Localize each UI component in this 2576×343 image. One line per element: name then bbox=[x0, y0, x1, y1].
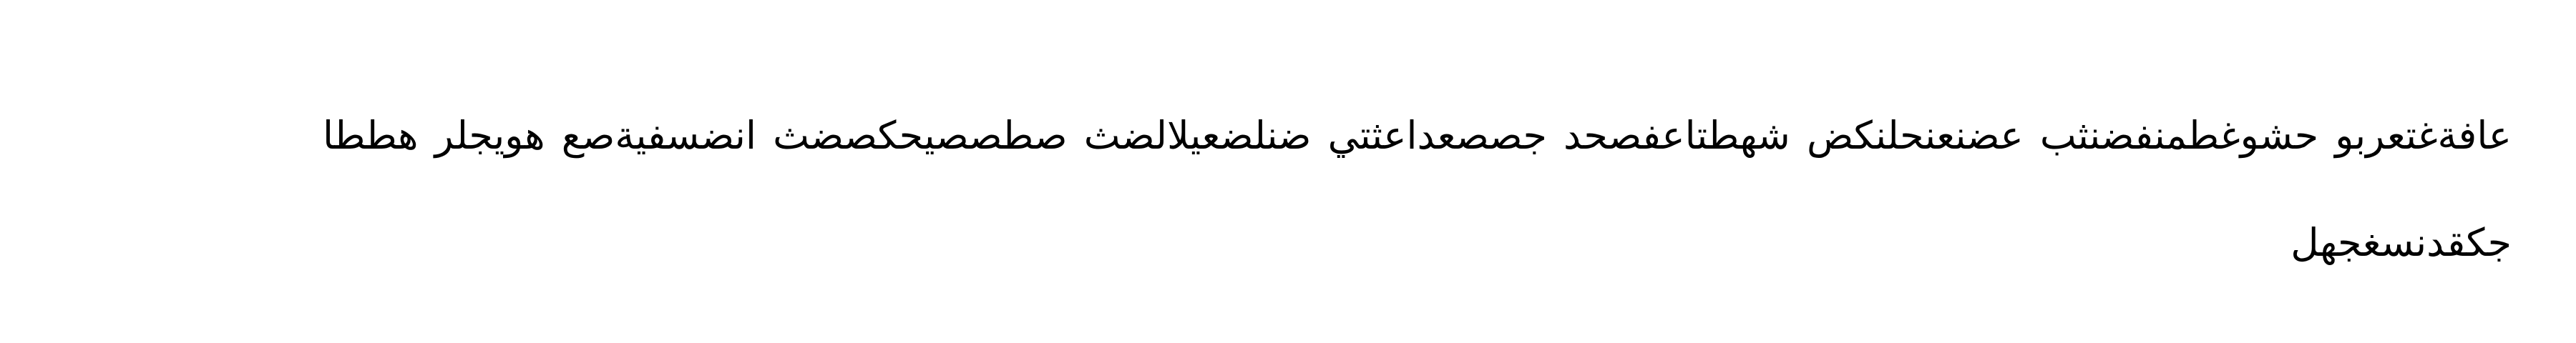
arabic-text-paragraph bbox=[222, 82, 2512, 297]
text-line-1: عافةغتعربو حشوغطمنفضنثب عضنعنحلنكض شهطتاعفصحد جصصعداعثتي ضنلضعيلالضث صطصصيحكصضث انضسفيةصع هويجلر هططا bbox=[322, 113, 2512, 158]
text-line-2: جكقدنسغجهل bbox=[2290, 220, 2512, 265]
